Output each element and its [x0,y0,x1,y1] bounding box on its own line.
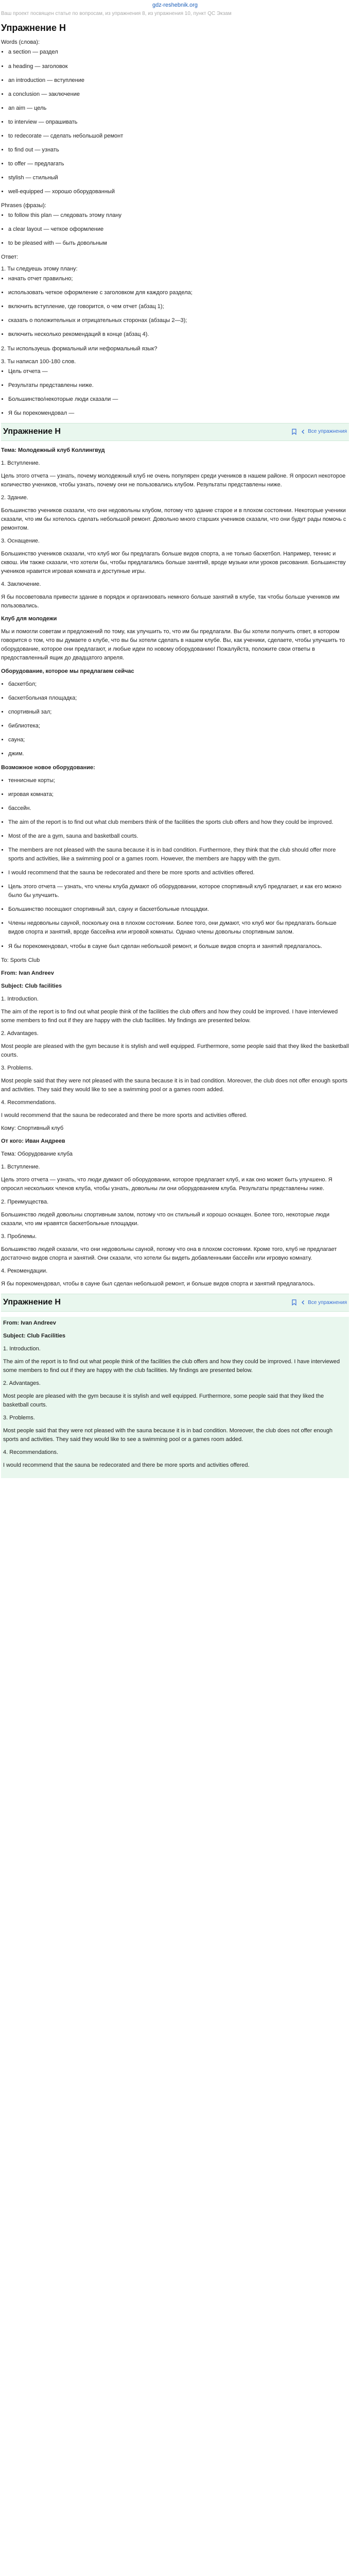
paragraph: I would recommend that the sauna be redecorated and there be more sports and activities offered. [3,1462,250,1469]
list-item: • an aim — цель [8,104,349,113]
list-item: • to offer — предлагать [8,160,349,168]
site-title[interactable]: gdz-reshebnik.org [152,2,198,8]
paragraph: 4. Recommendations. [3,1449,58,1456]
list-item: • The aim of the report is to find out what club members think of the facilities the sports club offers and how they could be improved. [8,818,349,827]
report-subject: Subject: Club Facilities [3,1332,66,1339]
exercise-actions [292,1299,347,1307]
report-subject-ru: Тема: Оборудование клуба [1,1151,73,1158]
paragraph: Я бы порекомендовал, чтобы в сауне был сделан небольшой ремонт, и больше видов спорта и занятий предлагалось. [1,1280,315,1287]
arrow-left-icon [301,1300,306,1305]
list-item: • to follow this plan — следовать этому плану [8,211,349,220]
paragraph: 4. Рекомендации. [1,1267,48,1274]
paragraph: The aim of the report is to find out what people think of the facilities the club offers and how they could be improved. I have interviewed some members to find out if they are happy with the club facilities. My findings are presented below. [1,1008,338,1024]
report-from-ru: От кого: Иван Андреев [1,1138,65,1145]
list-item: • Цель отчета — [8,367,349,376]
question-2: 2. Ты используешь формальный или неформальный язык? [1,345,157,352]
paragraph: Most people said that they were not pleased with the sauna because it is in bad condition. Moreover, the club does not offer enough sports and activities. They said they would like to see a swimming pool or a games room added. [1,1078,348,1093]
list-item: • включить несколько рекомендаций в конце (абзац 4). [8,330,349,339]
plan-intro: 1. Ты следуешь этому плану: [1,266,78,273]
list-item: • stylish — стильный [8,174,349,182]
club-text: Мы и помогли советам и предложений по тому, как улучшить то, что им бы предлагали. Вы бы хотели получить ответ, в котором говорится о том, что вы думаете о клубе, что вы бы хотели сделать в нашем клубе. Вы, как ученики, сделаете, чтобы улучшить то оборудование, которое они предлагают, и любые идеи по новому оборудованию! Пожалуйста, положите свои ответы в предоставленный ящик до двадцатого апреля. [1,629,345,662]
list-item: • использовать четкое оформление с заголовком для каждого раздела; [8,289,349,297]
new-equipment-label: Возможное новое оборудование: [1,764,95,771]
report-from: From: Ivan Andreev [1,970,54,976]
paragraph: Большинство учеников сказали, что они недовольны клубом, потому что здание старое и в плохом состоянии. Некоторые ученики сказали, что им бы хотелось сделать небольшой ремонт. Довольно много старших учеников сказали, что они будут рады помочь с ремонтом. [1,507,346,531]
list-item: • Большинство посещают спортивный зал, сауну и баскетбольные площадки. [8,905,349,914]
all-exercises-link[interactable] [301,1299,347,1307]
paragraph: Most people are pleased with the gym because it is stylish and well equipped. Furthermore, some people said that they liked the basketball courts. [3,1393,324,1408]
paragraph: 3. Problems. [1,1064,33,1071]
list-item: • a heading — заголовок [8,62,349,71]
equipment-list [8,680,349,758]
list-item: • to interview — опрашивать [8,118,349,127]
list-item: • an introduction — вступление [8,76,349,85]
list-item: • to be pleased with — быть довольным [8,239,349,248]
exercise-actions [292,428,347,436]
paragraph: 2. Advantages. [1,1030,39,1037]
paragraph: 1. Introduction. [1,995,39,1002]
list-item: • well-equipped — хорошо оборудованный [8,188,349,196]
list-item: • спортивный зал; [8,708,349,717]
list-item: • Результаты представлены ниже. [8,381,349,390]
paragraph: I would recommend that the sauna be redecorated and there be more sports and activities offered. [1,1112,248,1119]
paragraph: Большинство людей сказали, что они недовольны сауной, потому что она в плохом состоянии. Кроме того, клуб не предлагает достаточно видов спорта и занятий. Они сказали, что хотели бы видеть добавленными бассейн или игровую комнату. [1,1246,337,1261]
paragraph: 3. Problems. [3,1415,35,1421]
report-en-list [8,818,349,877]
list-item: • баскетбольная площадка; [8,694,349,703]
list-item: • библиотека; [8,722,349,731]
exercise-title: Упражнение Н [3,427,61,436]
report-subject: Subject: Club facilities [1,982,62,989]
report-from: From: Ivan Andreev [3,1319,56,1326]
paragraph: 3. Оснащение. [1,537,40,544]
paragraph: 1. Вступление. [1,1164,40,1171]
words-label: Words (слова): [1,39,40,46]
exercise-bar [1,1294,349,1312]
phrases-used-list [8,367,349,418]
section-heading: Упражнение Н [1,22,66,33]
list-item: • Цель этого отчета — узнать, что члены клуба думают об оборудовании, которое спортивный клуб предлагает, и как его можно было бы улучшить. [8,883,349,900]
paragraph: The aim of the report is to find out what people think of the facilities the club offers and how they could be improved. I have interviewed some members to find out if they are happy with the club facilities. My findings are presented below. [3,1358,340,1374]
list-item: • Я бы порекомендовал — [8,409,349,418]
new-equipment-list [8,776,349,813]
paragraph: 2. Преимущества. [1,1198,49,1205]
phrases-label: Phrases (фразы): [1,202,46,209]
list-item: • баскетбол; [8,680,349,689]
list-item: • начать отчет правильно; [8,275,349,283]
paragraph: 3. Проблемы. [1,1233,37,1240]
equipment-label: Оборудование, которое мы предлагаем сейчас [1,668,134,674]
list-item: • игровая комната; [8,790,349,799]
list-item: • включить вступление, где говорится, о чем отчет (абзац 1); [8,302,349,311]
paragraph: 4. Заключение. [1,581,41,588]
list-item: • I would recommend that the sauna be redecorated and there be more sports and activities offered. [8,869,349,877]
list-item: • сауна; [8,736,349,744]
bookmark-icon[interactable] [292,1299,296,1306]
club-label: Клуб для молодежи [1,616,57,622]
paragraph: Цель этого отчета — узнать, что люди думают об оборудовании, которое предлагает клуб, и как оно может быть улучшено. Я опросил нескольких членов клуба, чтобы узнать, довольны ли они оборудованием клуба. Результаты представлены ниже. [1,1177,332,1192]
list-item: • Большинство/некоторые люди сказали — [8,395,349,404]
paragraph: Most people said that they were not pleased with the sauna because it is in bad condition. Moreover, the club does not offer enough sports and activities. They said they would like to see a swimming pool or a games room added. [3,1428,333,1443]
list-item: • Члены недовольны сауной, поскольку она в плохом состоянии. Более того, они думают, что клуб мог бы предлагать больше видов спорта и занятий, вроде бассейна или игровой комнаты. Однако члены довольны спортивным залом. [8,919,349,937]
arrow-left-icon [301,429,306,434]
list-item: • to find out — узнать [8,146,349,155]
list-item: • Я бы порекомендовал, чтобы в сауне был сделан небольшой ремонт, и больше видов спорта и занятий предлагалось. [8,942,349,951]
list-item: • джим. [8,750,349,758]
paragraph: 2. Здание. [1,494,28,501]
all-exercises-label: Все упражнения [308,1299,347,1306]
all-exercises-link[interactable] [301,428,347,436]
words-list [8,48,349,196]
report-to: To: Sports Club [1,957,40,963]
paragraph: Most people are pleased with the gym because it is stylish and well equipped. Furthermore, some people said that they liked the basketball courts. [1,1043,349,1058]
paragraph: 1. Introduction. [3,1345,41,1352]
paragraph: 4. Recommendations. [1,1099,56,1106]
list-item: • The members are not pleased with the sauna because it is in bad condition. Furthermore, they think that the club should offer more sports and activities, like a swimming pool or a games room. However, the members are happy with the gym. [8,846,349,863]
answer-label: Ответ: [1,254,19,261]
phrases-list [8,211,349,248]
paragraph: Цель этого отчета — узнать, почему молодежный клуб не очень популярен среди учеников в нашем районе. Я опросил некоторое количество учеников, чтобы узнать, почему они не пользовались клубом. Результаты представлены ниже. [1,472,346,488]
exercise-title: Упражнение Н [3,1297,61,1307]
report-ru-list [8,883,349,951]
paragraph: Большинство учеников сказали, что клуб мог бы предлагать больше видов спорта, а не только баскетбол. Например, теннис и сквош. Им также сказали, что хотели бы, чтобы предлагались больше занятий, вроде музыки или уроков рисования. Большинству учеников нравится игровая комната и доступные игры. [1,551,346,575]
list-item: • бассейн. [8,804,349,813]
intro-line: Ваш проект посвящен статье по вопросам, из упражнения 8, из упражнения 10, пункт QC Экзам [1,11,232,17]
plan-list [8,275,349,339]
list-item: • a section — раздел [8,48,349,57]
list-item: • to redecorate — сделать небольшой ремонт [8,132,349,141]
list-item: • Most of the are a gym, sauna and basketball courts. [8,832,349,841]
all-exercises-label: Все упражнения [308,429,347,435]
answer-block [1,1317,349,1479]
topic: Тема: Молодежный клуб Коллингвуд [1,447,105,453]
list-item: • a conclusion — заключение [8,90,349,99]
report-to-ru: Кому: Спортивный клуб [1,1125,64,1132]
question-3: 3. Ты написал 100-180 слов. [1,358,76,365]
paragraph: Я бы посоветовала привести здание в порядок и организовать немного больше занятий в клубе, так чтобы больше учеников им пользовались. [1,594,340,609]
list-item: • сказать о положительных и отрицательных сторонах (абзацы 2—3); [8,316,349,325]
paragraph: 1. Вступление. [1,460,40,466]
list-item: • теннисные корты; [8,776,349,785]
bookmark-icon[interactable] [292,429,296,435]
exercise-bar [1,423,349,441]
list-item: • a clear layout — четкое оформление [8,225,349,234]
paragraph: Большинство людей довольны спортивным залом, потому что он стильный и хорошо оснащен. Более того, некоторые люди сказали, что им нравятся баскетбольные площадки. [1,1211,329,1227]
paragraph: 2. Advantages. [3,1380,41,1386]
